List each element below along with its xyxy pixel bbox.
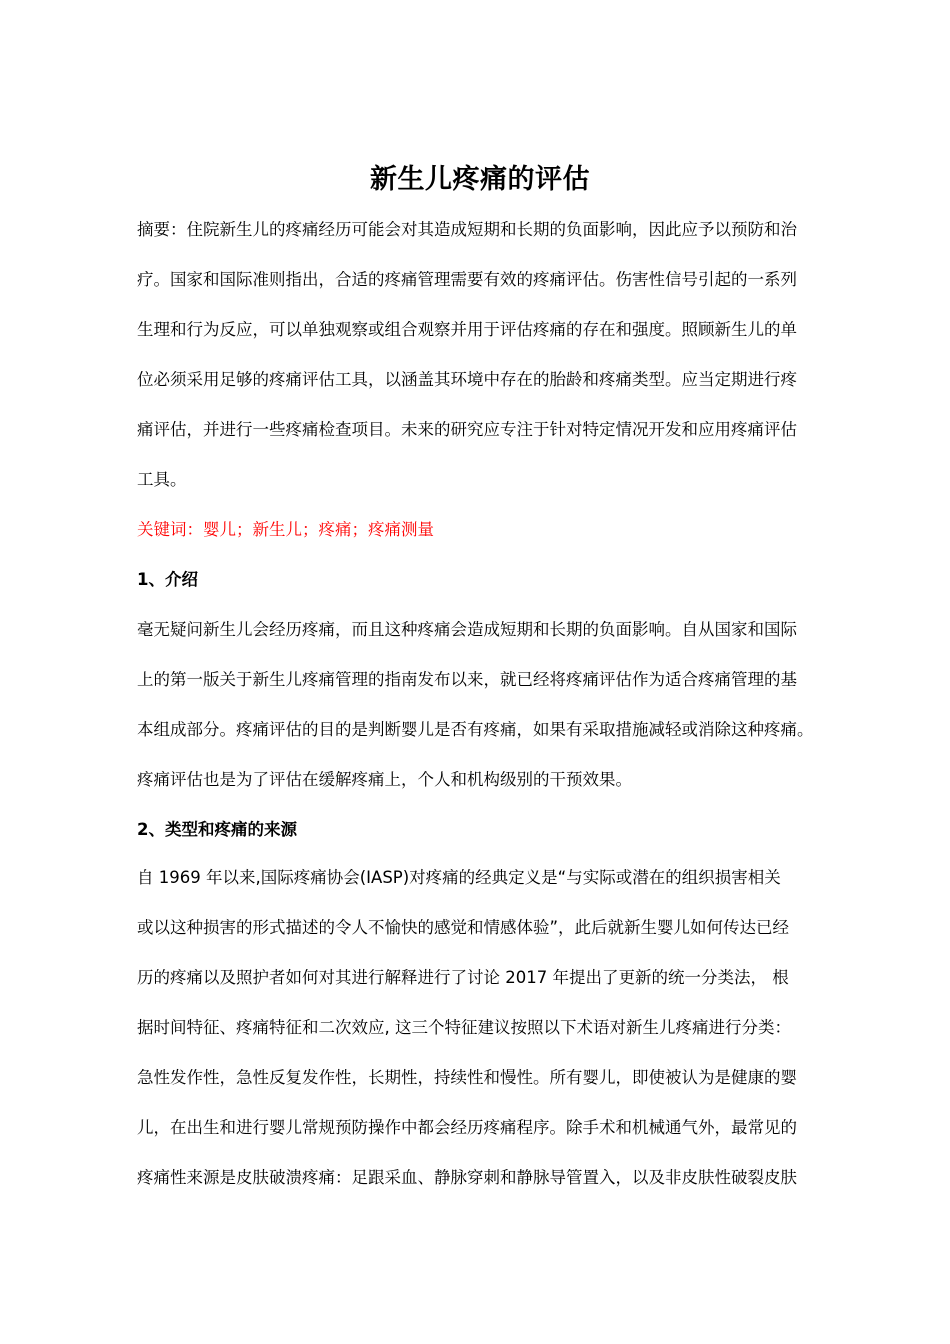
section-1-line: 毫无疑问新生儿会经历疼痛，而且这种疼痛会造成短期和长期的负面影响。自从国家和国际 (137, 620, 797, 639)
abstract-line: 工具。 (137, 470, 187, 489)
section-2-line: 或以这种损害的形式描述的令人不愉快的感觉和情感体验”，此后就新生婴儿如何传达已经 (137, 918, 790, 937)
section-2-heading: 2、类型和疼痛的来源 (137, 820, 297, 839)
section-1-heading: 1、介绍 (137, 570, 198, 589)
section-2-line: 疼痛性来源是皮肤破溃疼痛：足跟采血、静脉穿刺和静脉导管置入，以及非皮肤性破裂皮肤 (137, 1168, 797, 1187)
keywords-line: 关键词：婴儿；新生儿；疼痛；疼痛测量 (137, 520, 434, 539)
section-1-line: 疼痛评估也是为了评估在缓解疼痛上，个人和机构级别的干预效果。 (137, 770, 632, 789)
section-1-paragraph (137, 605, 823, 805)
section-2-line: 儿，在出生和进行婴儿常规预防操作中都会经历疼痛程序。除手术和机械通气外，最常见的 (137, 1118, 797, 1137)
section-2-line: 自 1969 年以来,国际疼痛协会(IASP)对疼痛的经典定义是“与实际或潜在的组织损害相关 (137, 868, 781, 887)
abstract-line: 痛评估，并进行一些疼痛检查项目。未来的研究应专注于针对特定情况开发和应用疼痛评估 (137, 420, 797, 439)
section-2-paragraph (137, 853, 823, 1203)
section-1-line: 本组成部分。疼痛评估的目的是判断婴儿是否有疼痛，如果有采取措施减轻或消除这种疼痛。 (137, 720, 814, 739)
abstract-line: 摘要：住院新生儿的疼痛经历可能会对其造成短期和长期的负面影响，因此应予以预防和治 (137, 220, 797, 239)
abstract-line: 疗。国家和国际准则指出，合适的疼痛管理需要有效的疼痛评估。伤害性信号引起的一系列 (137, 270, 797, 289)
section-2-line: 据时间特征、疼痛特征和二次效应, 这三个特征建议按照以下术语对新生儿疼痛进行分类： (137, 1018, 791, 1037)
document-title: 新生儿疼痛的评估 (370, 164, 590, 195)
section-1-line: 上的第一版关于新生儿疼痛管理的指南发布以来，就已经将疼痛评估作为适合疼痛管理的基 (137, 670, 797, 689)
section-2-line: 急性发作性，急性反复发作性，长期性，持续性和慢性。所有婴儿，即使被认为是健康的婴 (137, 1068, 797, 1087)
abstract-paragraph (137, 205, 823, 505)
section-2-line: 历的疼痛以及照护者如何对其进行解释进行了讨论 2017 年提出了更新的统一分类法， 根 (137, 968, 789, 987)
abstract-line: 生理和行为反应，可以单独观察或组合观察并用于评估疼痛的存在和强度。照顾新生儿的单 (137, 320, 797, 339)
abstract-line: 位必须采用足够的疼痛评估工具，以涵盖其环境中存在的胎龄和疼痛类型。应当定期进行疼 (137, 370, 797, 389)
